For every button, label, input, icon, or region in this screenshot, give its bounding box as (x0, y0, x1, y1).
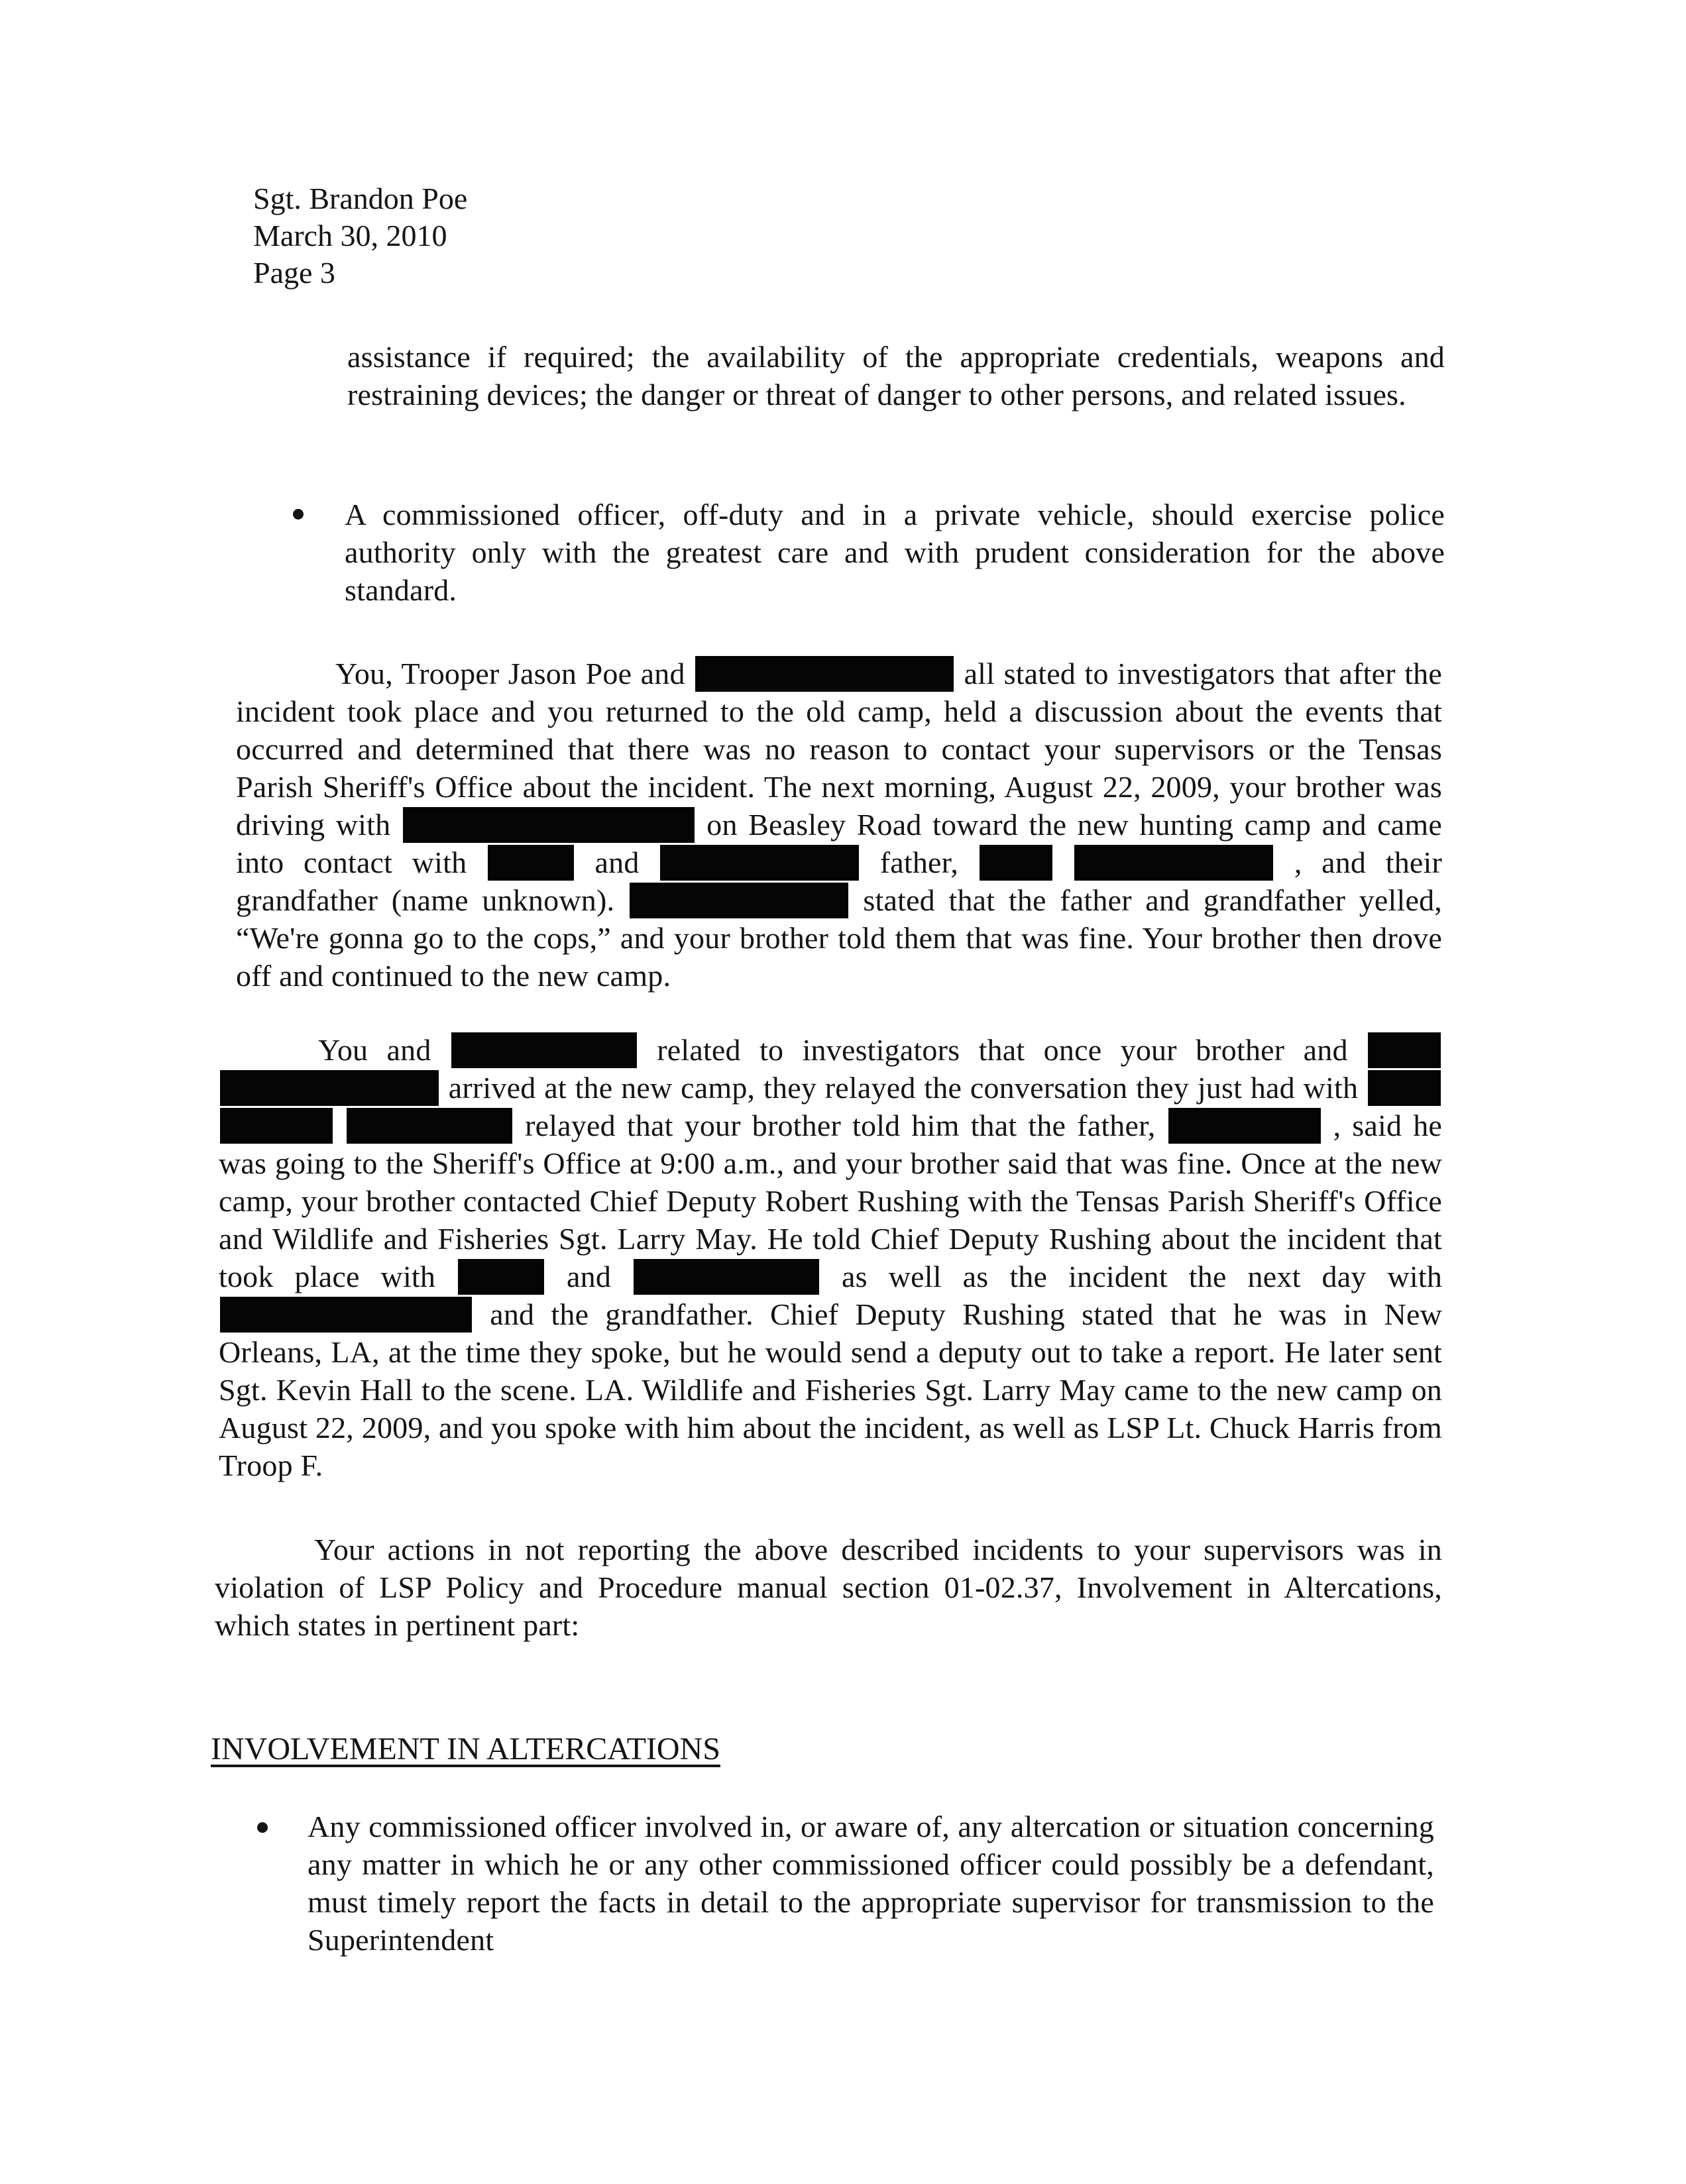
redaction-block (458, 1259, 544, 1295)
para1-text-1: You, Trooper Jason Poe and (335, 657, 685, 690)
redaction-block (1368, 1032, 1441, 1068)
page-number: Page 3 (253, 256, 335, 290)
redaction-block (660, 845, 859, 881)
para2-text-4: relayed that your brother told him that the father, (525, 1109, 1156, 1142)
redaction-block (630, 883, 848, 918)
recipient-name: Sgt. Brandon Poe (253, 182, 468, 215)
redaction-block (1368, 1070, 1441, 1106)
letter-header (253, 180, 467, 292)
redaction-block (220, 1108, 333, 1144)
para2-text-6: and (567, 1260, 612, 1293)
para2-text-7: as well as the incident the next day with (842, 1260, 1443, 1293)
letter-date: March 30, 2010 (253, 219, 447, 252)
para2-text-8: and the grandfather. Chief Deputy Rushing stated that he was in New Orleans, LA, at the time they spoke, but he would send a deputy out to take a report. He later sent Sgt. Kevin Hall to the scene. LA. Wildlife and Fisheries Sgt. Larry May came to the new camp on August 22, 2009, and you spoke with him about the incident, as well as LSP Lt. Chuck Harris from Troop F. (219, 1297, 1442, 1482)
para2-text-1: You and (318, 1033, 431, 1067)
bullet-icon (293, 509, 304, 519)
para1-text-6: , and their grandfather (name unknown). (236, 846, 1443, 917)
altercation-bullet-text: Any commissioned officer involved in, or aware of, any altercation or situation concerning any matter in which he or any other commissioned officer could possibly be a defendant, must timely report the facts in detail to the appropriate supervisor for transmission to the Superintendent (308, 1810, 1434, 1957)
paragraph-new-camp (219, 1031, 1442, 1484)
paragraph-violation (215, 1531, 1442, 1644)
section-heading: INVOLVEMENT IN ALTERCATIONS (211, 1731, 720, 1767)
standard-continuation: assistance if required; the availability of the appropriate credentials, weapons and restraining devices; the danger or threat of danger to other persons, and related issues. (347, 340, 1445, 411)
redaction-block (980, 845, 1052, 881)
redaction-block (695, 656, 954, 692)
para1-text-4: and (594, 846, 640, 879)
redaction-block (347, 1108, 512, 1144)
para2-text-5: , said he was going to the Sheriff's Office at 9:00 a.m., and your brother said that was fine. Once at the new camp, your brother contacted Chief Deputy Robert Rushing with the Tensas Parish Sheriff's Office and Wildlife and Fisheries Sgt. Larry May. He told Chief Deputy Rushing about the incident that took place with (219, 1109, 1443, 1293)
para1-text-7: stated that the father and grandfather yelled, “We're gonna go to the cops,” and your brother told them that was fine. Your brother then drove off and continued to the new camp. (236, 883, 1443, 993)
offduty-bullet-text: A commissioned officer, off-duty and in a private vehicle, should exercise police authority only with the greatest care and with prudent consideration for the above standard. (345, 498, 1445, 607)
redaction-block (403, 807, 695, 843)
redaction-block (634, 1259, 819, 1295)
para1-text-2: all stated to investigators that after the incident took place and you returned to the old camp, held a discussion about the events that occurred and determined that there was no reason to contact your supervisors or the Tensas Parish Sheriff's Office about the incident. The next morning, August 22, 2009, your brother was driving with (236, 657, 1443, 842)
para3-text: Your actions in not reporting the above described incidents to your supervisors was in violation of LSP Policy and Procedure manual section 01-02.37, Involvement in Altercations, which states in pertinent part: (215, 1533, 1442, 1642)
para1-text-5: father, (879, 846, 959, 879)
bullet-icon (257, 1822, 268, 1833)
redaction-block (220, 1070, 439, 1106)
redaction-block (220, 1297, 472, 1333)
para1-text-3: on Beasley Road toward the new hunting camp and came into contact with (236, 808, 1442, 879)
paragraph-conversation (236, 655, 1442, 995)
redaction-block (488, 845, 574, 881)
para2-text-2: related to investigators that once your brother and (657, 1033, 1348, 1067)
redaction-block (1168, 1108, 1321, 1144)
para2-text-3: arrived at the new camp, they relayed the conversation they just had with (448, 1071, 1359, 1105)
redaction-block (1074, 845, 1273, 881)
redaction-block (451, 1032, 637, 1068)
